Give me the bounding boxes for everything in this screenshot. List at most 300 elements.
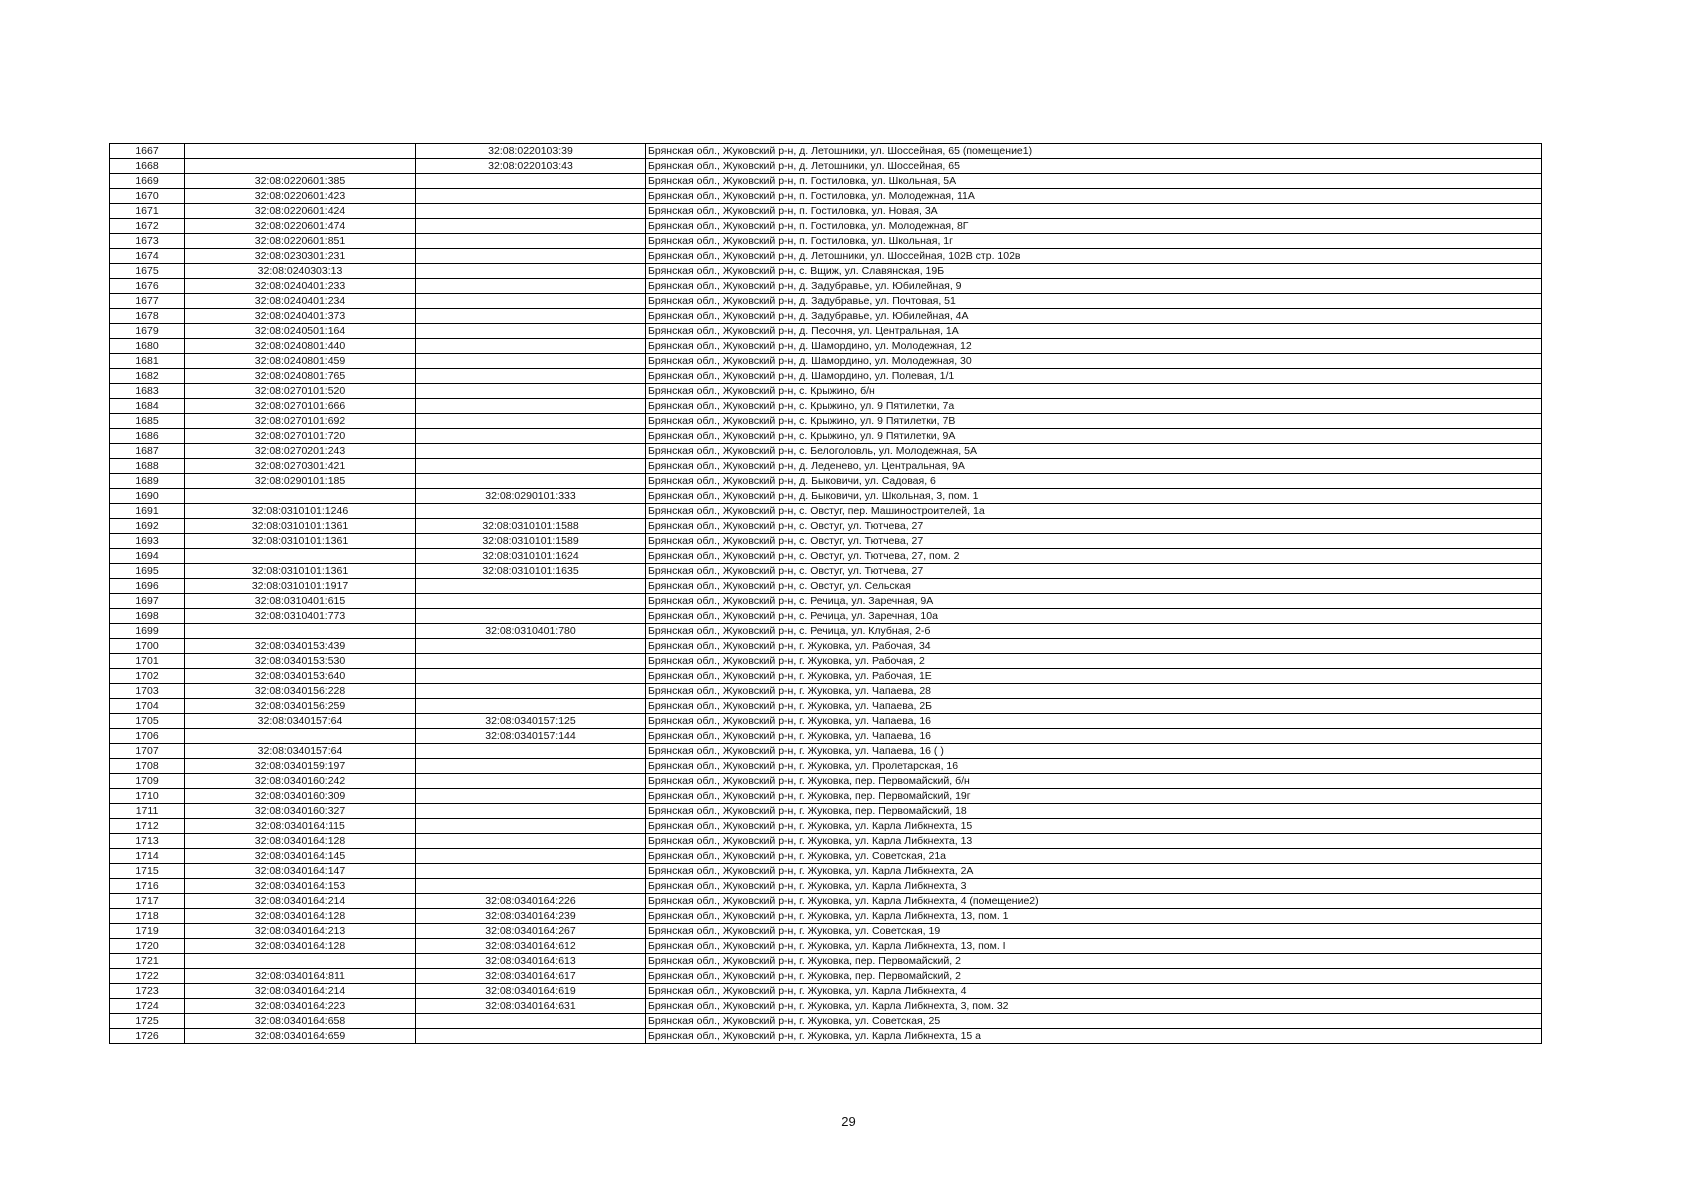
address-cell: Брянская обл., Жуковский р-н, д. Задубравье, ул. Юбилейная, 9	[646, 279, 1542, 294]
related-cadastral-number-cell: 32:08:0340164:226	[416, 894, 646, 909]
table-row	[110, 234, 1542, 249]
row-number-cell: 1721	[110, 954, 185, 969]
row-number-cell: 1698	[110, 609, 185, 624]
table-row	[110, 249, 1542, 264]
address-cell: Брянская обл., Жуковский р-н, п. Гостиловка, ул. Школьная, 5А	[646, 174, 1542, 189]
related-cadastral-number-cell	[416, 849, 646, 864]
row-number-cell: 1709	[110, 774, 185, 789]
row-number-cell: 1673	[110, 234, 185, 249]
row-number-cell: 1675	[110, 264, 185, 279]
table-row	[110, 579, 1542, 594]
address-cell: Брянская обл., Жуковский р-н, с. Овстуг, ул. Тютчева, 27, пом. 2	[646, 549, 1542, 564]
related-cadastral-number-cell	[416, 789, 646, 804]
cadastral-number-cell: 32:08:0240801:459	[185, 354, 416, 369]
cadastral-number-cell: 32:08:0270101:666	[185, 399, 416, 414]
address-cell: Брянская обл., Жуковский р-н, г. Жуковка, ул. Карла Либкнехта, 13, пом. I	[646, 939, 1542, 954]
related-cadastral-number-cell	[416, 309, 646, 324]
cadastral-number-cell: 32:08:0340164:223	[185, 999, 416, 1014]
table-row	[110, 174, 1542, 189]
address-cell: Брянская обл., Жуковский р-н, с. Крыжино, ул. 9 Пятилетки, 7а	[646, 399, 1542, 414]
table-row	[110, 489, 1542, 504]
cadastral-number-cell: 32:08:0340159:197	[185, 759, 416, 774]
table-row	[110, 429, 1542, 444]
address-cell: Брянская обл., Жуковский р-н, д. Летошники, ул. Шоссейная, 102В стр. 102в	[646, 249, 1542, 264]
row-number-cell: 1717	[110, 894, 185, 909]
address-cell: Брянская обл., Жуковский р-н, д. Быковичи, ул. Садовая, 6	[646, 474, 1542, 489]
address-cell: Брянская обл., Жуковский р-н, с. Речица, ул. Заречная, 10а	[646, 609, 1542, 624]
table-row	[110, 834, 1542, 849]
table-row	[110, 789, 1542, 804]
cadastral-number-cell: 32:08:0270301:421	[185, 459, 416, 474]
related-cadastral-number-cell: 32:08:0290101:333	[416, 489, 646, 504]
cadastral-number-cell: 32:08:0290101:185	[185, 474, 416, 489]
address-cell: Брянская обл., Жуковский р-н, г. Жуковка, ул. Карла Либкнехта, 13	[646, 834, 1542, 849]
related-cadastral-number-cell	[416, 429, 646, 444]
related-cadastral-number-cell: 32:08:0310101:1588	[416, 519, 646, 534]
address-cell: Брянская обл., Жуковский р-н, г. Жуковка, ул. Чапаева, 16 ( )	[646, 744, 1542, 759]
related-cadastral-number-cell	[416, 639, 646, 654]
address-cell: Брянская обл., Жуковский р-н, д. Задубравье, ул. Юбилейная, 4А	[646, 309, 1542, 324]
table-row	[110, 144, 1542, 159]
address-cell: Брянская обл., Жуковский р-н, г. Жуковка, пер. Первомайский, 19г	[646, 789, 1542, 804]
cadastral-number-cell: 32:08:0340164:147	[185, 864, 416, 879]
row-number-cell: 1725	[110, 1014, 185, 1029]
row-number-cell: 1672	[110, 219, 185, 234]
cadastral-number-cell	[185, 144, 416, 159]
related-cadastral-number-cell	[416, 579, 646, 594]
cadastral-number-cell	[185, 159, 416, 174]
cadastral-number-cell: 32:08:0230301:231	[185, 249, 416, 264]
table-row	[110, 519, 1542, 534]
cadastral-number-cell: 32:08:0340157:64	[185, 714, 416, 729]
cadastral-number-cell: 32:08:0310101:1361	[185, 564, 416, 579]
table-row	[110, 309, 1542, 324]
cadastral-number-cell: 32:08:0340164:214	[185, 894, 416, 909]
cadastral-number-cell: 32:08:0310401:773	[185, 609, 416, 624]
row-number-cell: 1707	[110, 744, 185, 759]
row-number-cell: 1700	[110, 639, 185, 654]
table-row	[110, 864, 1542, 879]
related-cadastral-number-cell	[416, 414, 646, 429]
table-row	[110, 219, 1542, 234]
related-cadastral-number-cell	[416, 189, 646, 204]
row-number-cell: 1724	[110, 999, 185, 1014]
table-row	[110, 504, 1542, 519]
table-row	[110, 624, 1542, 639]
cadastral-number-cell: 32:08:0340160:242	[185, 774, 416, 789]
table-row	[110, 804, 1542, 819]
row-number-cell: 1669	[110, 174, 185, 189]
address-cell: Брянская обл., Жуковский р-н, п. Гостиловка, ул. Новая, 3А	[646, 204, 1542, 219]
address-cell: Брянская обл., Жуковский р-н, д. Быковичи, ул. Школьная, 3, пом. 1	[646, 489, 1542, 504]
row-number-cell: 1696	[110, 579, 185, 594]
related-cadastral-number-cell	[416, 699, 646, 714]
related-cadastral-number-cell	[416, 684, 646, 699]
cadastral-number-cell: 32:08:0310101:1246	[185, 504, 416, 519]
related-cadastral-number-cell	[416, 384, 646, 399]
row-number-cell: 1710	[110, 789, 185, 804]
address-cell: Брянская обл., Жуковский р-н, г. Жуковка, ул. Карла Либкнехта, 13, пом. 1	[646, 909, 1542, 924]
address-cell: Брянская обл., Жуковский р-н, с. Овстуг, пер. Машиностроителей, 1а	[646, 504, 1542, 519]
related-cadastral-number-cell	[416, 609, 646, 624]
table-row	[110, 339, 1542, 354]
related-cadastral-number-cell	[416, 864, 646, 879]
related-cadastral-number-cell	[416, 819, 646, 834]
related-cadastral-number-cell: 32:08:0310101:1589	[416, 534, 646, 549]
cadastral-number-cell: 32:08:0310101:1917	[185, 579, 416, 594]
address-cell: Брянская обл., Жуковский р-н, г. Жуковка, ул. Чапаева, 28	[646, 684, 1542, 699]
cadastral-number-cell: 32:08:0340160:309	[185, 789, 416, 804]
table-row	[110, 294, 1542, 309]
related-cadastral-number-cell: 32:08:0220103:39	[416, 144, 646, 159]
address-cell: Брянская обл., Жуковский р-н, г. Жуковка, пер. Первомайский, 2	[646, 969, 1542, 984]
address-cell: Брянская обл., Жуковский р-н, г. Жуковка, ул. Чапаева, 16	[646, 729, 1542, 744]
cadastral-number-cell: 32:08:0270101:720	[185, 429, 416, 444]
address-cell: Брянская обл., Жуковский р-н, с. Овстуг, ул. Тютчева, 27	[646, 519, 1542, 534]
address-cell: Брянская обл., Жуковский р-н, г. Жуковка, ул. Чапаева, 2Б	[646, 699, 1542, 714]
row-number-cell: 1681	[110, 354, 185, 369]
table-row	[110, 759, 1542, 774]
cadastral-number-cell: 32:08:0310401:615	[185, 594, 416, 609]
table-row	[110, 279, 1542, 294]
cadastral-number-cell: 32:08:0240303:13	[185, 264, 416, 279]
address-cell: Брянская обл., Жуковский р-н, г. Жуковка, ул. Карла Либкнехта, 2А	[646, 864, 1542, 879]
table-row	[110, 459, 1542, 474]
cadastral-number-cell: 32:08:0270101:520	[185, 384, 416, 399]
cadastral-number-cell: 32:08:0340157:64	[185, 744, 416, 759]
table-row	[110, 159, 1542, 174]
row-number-cell: 1708	[110, 759, 185, 774]
related-cadastral-number-cell	[416, 204, 646, 219]
address-cell: Брянская обл., Жуковский р-н, д. Летошники, ул. Шоссейная, 65	[646, 159, 1542, 174]
cadastral-number-cell: 32:08:0270101:692	[185, 414, 416, 429]
table-row	[110, 549, 1542, 564]
related-cadastral-number-cell: 32:08:0340164:617	[416, 969, 646, 984]
cadastral-number-cell: 32:08:0340164:811	[185, 969, 416, 984]
related-cadastral-number-cell: 32:08:0340164:239	[416, 909, 646, 924]
address-cell: Брянская обл., Жуковский р-н, г. Жуковка, ул. Советская, 21а	[646, 849, 1542, 864]
row-number-cell: 1713	[110, 834, 185, 849]
cadastral-number-cell: 32:08:0340164:128	[185, 939, 416, 954]
address-cell: Брянская обл., Жуковский р-н, г. Жуковка, ул. Чапаева, 16	[646, 714, 1542, 729]
cadastral-number-cell: 32:08:0340164:145	[185, 849, 416, 864]
address-cell: Брянская обл., Жуковский р-н, г. Жуковка, ул. Рабочая, 1Е	[646, 669, 1542, 684]
row-number-cell: 1714	[110, 849, 185, 864]
related-cadastral-number-cell	[416, 279, 646, 294]
table-row	[110, 444, 1542, 459]
cadastral-number-cell: 32:08:0340164:658	[185, 1014, 416, 1029]
row-number-cell: 1711	[110, 804, 185, 819]
table-row	[110, 1014, 1542, 1029]
cadastral-number-cell	[185, 954, 416, 969]
address-cell: Брянская обл., Жуковский р-н, с. Вщиж, ул. Славянская, 19Б	[646, 264, 1542, 279]
address-cell: Брянская обл., Жуковский р-н, д. Летошники, ул. Шоссейная, 65 (помещение1)	[646, 144, 1542, 159]
table-row	[110, 939, 1542, 954]
table-row	[110, 654, 1542, 669]
page-number: 29	[841, 1114, 856, 1129]
table-row	[110, 369, 1542, 384]
related-cadastral-number-cell	[416, 1014, 646, 1029]
address-cell: Брянская обл., Жуковский р-н, г. Жуковка, пер. Первомайский, б/н	[646, 774, 1542, 789]
related-cadastral-number-cell	[416, 879, 646, 894]
related-cadastral-number-cell: 32:08:0340157:125	[416, 714, 646, 729]
table-row	[110, 984, 1542, 999]
table-row	[110, 414, 1542, 429]
row-number-cell: 1690	[110, 489, 185, 504]
row-number-cell: 1691	[110, 504, 185, 519]
related-cadastral-number-cell: 32:08:0340164:619	[416, 984, 646, 999]
related-cadastral-number-cell	[416, 804, 646, 819]
address-cell: Брянская обл., Жуковский р-н, д. Шамордино, ул. Молодежная, 30	[646, 354, 1542, 369]
address-cell: Брянская обл., Жуковский р-н, г. Жуковка, ул. Советская, 19	[646, 924, 1542, 939]
cadastral-number-cell: 32:08:0310101:1361	[185, 519, 416, 534]
address-cell: Брянская обл., Жуковский р-н, г. Жуковка, пер. Первомайский, 2	[646, 954, 1542, 969]
row-number-cell: 1689	[110, 474, 185, 489]
cadastral-number-cell: 32:08:0340160:327	[185, 804, 416, 819]
row-number-cell: 1688	[110, 459, 185, 474]
row-number-cell: 1682	[110, 369, 185, 384]
address-cell: Брянская обл., Жуковский р-н, г. Жуковка, пер. Первомайский, 18	[646, 804, 1542, 819]
table-row	[110, 744, 1542, 759]
cadastral-number-cell: 32:08:0340164:659	[185, 1029, 416, 1044]
row-number-cell: 1699	[110, 624, 185, 639]
row-number-cell: 1723	[110, 984, 185, 999]
related-cadastral-number-cell: 32:08:0340164:613	[416, 954, 646, 969]
cadastral-number-cell	[185, 489, 416, 504]
address-cell: Брянская обл., Жуковский р-н, с. Крыжино, ул. 9 Пятилетки, 9А	[646, 429, 1542, 444]
cadastral-number-cell: 32:08:0340153:530	[185, 654, 416, 669]
row-number-cell: 1697	[110, 594, 185, 609]
related-cadastral-number-cell	[416, 774, 646, 789]
cadastral-number-cell: 32:08:0220601:474	[185, 219, 416, 234]
row-number-cell: 1720	[110, 939, 185, 954]
address-cell: Брянская обл., Жуковский р-н, г. Жуковка, ул. Рабочая, 34	[646, 639, 1542, 654]
row-number-cell: 1668	[110, 159, 185, 174]
related-cadastral-number-cell	[416, 234, 646, 249]
cadastral-number-cell: 32:08:0340156:228	[185, 684, 416, 699]
table-row	[110, 399, 1542, 414]
cadastral-number-cell: 32:08:0220601:423	[185, 189, 416, 204]
related-cadastral-number-cell	[416, 354, 646, 369]
cadastral-number-cell: 32:08:0220601:424	[185, 204, 416, 219]
table-row	[110, 714, 1542, 729]
related-cadastral-number-cell: 32:08:0310101:1624	[416, 549, 646, 564]
row-number-cell: 1670	[110, 189, 185, 204]
row-number-cell: 1674	[110, 249, 185, 264]
table-row	[110, 594, 1542, 609]
address-cell: Брянская обл., Жуковский р-н, д. Шамордино, ул. Полевая, 1/1	[646, 369, 1542, 384]
row-number-cell: 1715	[110, 864, 185, 879]
cadastral-number-cell: 32:08:0240801:440	[185, 339, 416, 354]
address-cell: Брянская обл., Жуковский р-н, с. Овстуг, ул. Тютчева, 27	[646, 534, 1542, 549]
related-cadastral-number-cell	[416, 1029, 646, 1044]
table-row	[110, 879, 1542, 894]
row-number-cell: 1686	[110, 429, 185, 444]
table-row	[110, 609, 1542, 624]
row-number-cell: 1695	[110, 564, 185, 579]
cadastral-number-cell: 32:08:0240801:765	[185, 369, 416, 384]
address-cell: Брянская обл., Жуковский р-н, г. Жуковка, ул. Карла Либкнехта, 3	[646, 879, 1542, 894]
related-cadastral-number-cell	[416, 174, 646, 189]
cadastral-number-cell: 32:08:0340164:128	[185, 834, 416, 849]
related-cadastral-number-cell: 32:08:0310101:1635	[416, 564, 646, 579]
row-number-cell: 1706	[110, 729, 185, 744]
table-row	[110, 534, 1542, 549]
cadastral-number-cell: 32:08:0220601:851	[185, 234, 416, 249]
cadastral-number-cell: 32:08:0340164:213	[185, 924, 416, 939]
table-row	[110, 819, 1542, 834]
related-cadastral-number-cell	[416, 324, 646, 339]
table-row	[110, 729, 1542, 744]
row-number-cell: 1679	[110, 324, 185, 339]
cadastral-number-cell: 32:08:0240401:234	[185, 294, 416, 309]
cadastral-number-cell: 32:08:0270201:243	[185, 444, 416, 459]
related-cadastral-number-cell	[416, 744, 646, 759]
address-cell: Брянская обл., Жуковский р-н, д. Леденево, ул. Центральная, 9А	[646, 459, 1542, 474]
table-row	[110, 999, 1542, 1014]
address-cell: Брянская обл., Жуковский р-н, с. Речица, ул. Клубная, 2-б	[646, 624, 1542, 639]
table-row	[110, 909, 1542, 924]
related-cadastral-number-cell	[416, 759, 646, 774]
table-row	[110, 684, 1542, 699]
registry-table	[109, 143, 1542, 1044]
row-number-cell: 1685	[110, 414, 185, 429]
related-cadastral-number-cell	[416, 459, 646, 474]
row-number-cell: 1680	[110, 339, 185, 354]
related-cadastral-number-cell	[416, 474, 646, 489]
address-cell: Брянская обл., Жуковский р-н, с. Крыжино, ул. 9 Пятилетки, 7В	[646, 414, 1542, 429]
address-cell: Брянская обл., Жуковский р-н, с. Овстуг, ул. Сельская	[646, 579, 1542, 594]
related-cadastral-number-cell	[416, 504, 646, 519]
row-number-cell: 1716	[110, 879, 185, 894]
cadastral-number-cell	[185, 624, 416, 639]
related-cadastral-number-cell	[416, 654, 646, 669]
address-cell: Брянская обл., Жуковский р-н, с. Речица, ул. Заречная, 9А	[646, 594, 1542, 609]
cadastral-number-cell: 32:08:0240501:164	[185, 324, 416, 339]
row-number-cell: 1703	[110, 684, 185, 699]
row-number-cell: 1694	[110, 549, 185, 564]
row-number-cell: 1712	[110, 819, 185, 834]
cadastral-number-cell: 32:08:0340164:128	[185, 909, 416, 924]
address-cell: Брянская обл., Жуковский р-н, г. Жуковка, ул. Карла Либкнехта, 4	[646, 984, 1542, 999]
table-row	[110, 924, 1542, 939]
address-cell: Брянская обл., Жуковский р-н, с. Овстуг, ул. Тютчева, 27	[646, 564, 1542, 579]
row-number-cell: 1667	[110, 144, 185, 159]
row-number-cell: 1726	[110, 1029, 185, 1044]
table-row	[110, 1029, 1542, 1044]
related-cadastral-number-cell	[416, 249, 646, 264]
table-row	[110, 699, 1542, 714]
row-number-cell: 1704	[110, 699, 185, 714]
related-cadastral-number-cell	[416, 669, 646, 684]
cadastral-number-cell	[185, 549, 416, 564]
registry-table-body	[110, 144, 1542, 1044]
row-number-cell: 1705	[110, 714, 185, 729]
row-number-cell: 1671	[110, 204, 185, 219]
related-cadastral-number-cell: 32:08:0340164:631	[416, 999, 646, 1014]
cadastral-number-cell	[185, 729, 416, 744]
table-row	[110, 954, 1542, 969]
related-cadastral-number-cell: 32:08:0220103:43	[416, 159, 646, 174]
address-cell: Брянская обл., Жуковский р-н, д. Шамордино, ул. Молодежная, 12	[646, 339, 1542, 354]
address-cell: Брянская обл., Жуковский р-н, д. Песочня, ул. Центральная, 1А	[646, 324, 1542, 339]
related-cadastral-number-cell	[416, 264, 646, 279]
address-cell: Брянская обл., Жуковский р-н, г. Жуковка, ул. Карла Либкнехта, 4 (помещение2)	[646, 894, 1542, 909]
row-number-cell: 1722	[110, 969, 185, 984]
table-row	[110, 204, 1542, 219]
row-number-cell: 1687	[110, 444, 185, 459]
table-row	[110, 969, 1542, 984]
cadastral-number-cell: 32:08:0240401:233	[185, 279, 416, 294]
table-row	[110, 639, 1542, 654]
address-cell: Брянская обл., Жуковский р-н, г. Жуковка, ул. Рабочая, 2	[646, 654, 1542, 669]
row-number-cell: 1692	[110, 519, 185, 534]
row-number-cell: 1718	[110, 909, 185, 924]
cadastral-number-cell: 32:08:0340164:153	[185, 879, 416, 894]
related-cadastral-number-cell	[416, 399, 646, 414]
address-cell: Брянская обл., Жуковский р-н, г. Жуковка, ул. Советская, 25	[646, 1014, 1542, 1029]
table-row	[110, 564, 1542, 579]
table-row	[110, 324, 1542, 339]
cadastral-number-cell: 32:08:0310101:1361	[185, 534, 416, 549]
cadastral-number-cell: 32:08:0340164:115	[185, 819, 416, 834]
row-number-cell: 1677	[110, 294, 185, 309]
cadastral-number-cell: 32:08:0340164:214	[185, 984, 416, 999]
related-cadastral-number-cell	[416, 444, 646, 459]
related-cadastral-number-cell: 32:08:0340157:144	[416, 729, 646, 744]
table-row	[110, 849, 1542, 864]
cadastral-number-cell: 32:08:0340153:640	[185, 669, 416, 684]
address-cell: Брянская обл., Жуковский р-н, п. Гостиловка, ул. Молодежная, 11А	[646, 189, 1542, 204]
row-number-cell: 1693	[110, 534, 185, 549]
table-row	[110, 774, 1542, 789]
table-row	[110, 189, 1542, 204]
table-row	[110, 669, 1542, 684]
cadastral-number-cell: 32:08:0240401:373	[185, 309, 416, 324]
table-row	[110, 474, 1542, 489]
related-cadastral-number-cell	[416, 219, 646, 234]
row-number-cell: 1701	[110, 654, 185, 669]
address-cell: Брянская обл., Жуковский р-н, г. Жуковка, ул. Карла Либкнехта, 15 а	[646, 1029, 1542, 1044]
related-cadastral-number-cell	[416, 834, 646, 849]
cadastral-number-cell: 32:08:0340156:259	[185, 699, 416, 714]
related-cadastral-number-cell: 32:08:0340164:267	[416, 924, 646, 939]
address-cell: Брянская обл., Жуковский р-н, г. Жуковка, ул. Карла Либкнехта, 15	[646, 819, 1542, 834]
table-row	[110, 264, 1542, 279]
address-cell: Брянская обл., Жуковский р-н, с. Крыжино, б/н	[646, 384, 1542, 399]
related-cadastral-number-cell	[416, 369, 646, 384]
row-number-cell: 1719	[110, 924, 185, 939]
table-row	[110, 384, 1542, 399]
related-cadastral-number-cell: 32:08:0310401:780	[416, 624, 646, 639]
address-cell: Брянская обл., Жуковский р-н, г. Жуковка, ул. Пролетарская, 16	[646, 759, 1542, 774]
address-cell: Брянская обл., Жуковский р-н, с. Белоголовль, ул. Молодежная, 5А	[646, 444, 1542, 459]
address-cell: Брянская обл., Жуковский р-н, п. Гостиловка, ул. Школьная, 1г	[646, 234, 1542, 249]
address-cell: Брянская обл., Жуковский р-н, г. Жуковка, ул. Карла Либкнехта, 3, пом. 32	[646, 999, 1542, 1014]
row-number-cell: 1702	[110, 669, 185, 684]
row-number-cell: 1676	[110, 279, 185, 294]
table-row	[110, 894, 1542, 909]
related-cadastral-number-cell	[416, 339, 646, 354]
cadastral-number-cell: 32:08:0340153:439	[185, 639, 416, 654]
row-number-cell: 1684	[110, 399, 185, 414]
row-number-cell: 1683	[110, 384, 185, 399]
address-cell: Брянская обл., Жуковский р-н, п. Гостиловка, ул. Молодежная, 8Г	[646, 219, 1542, 234]
related-cadastral-number-cell: 32:08:0340164:612	[416, 939, 646, 954]
table-row	[110, 354, 1542, 369]
address-cell: Брянская обл., Жуковский р-н, д. Задубравье, ул. Почтовая, 51	[646, 294, 1542, 309]
related-cadastral-number-cell	[416, 594, 646, 609]
